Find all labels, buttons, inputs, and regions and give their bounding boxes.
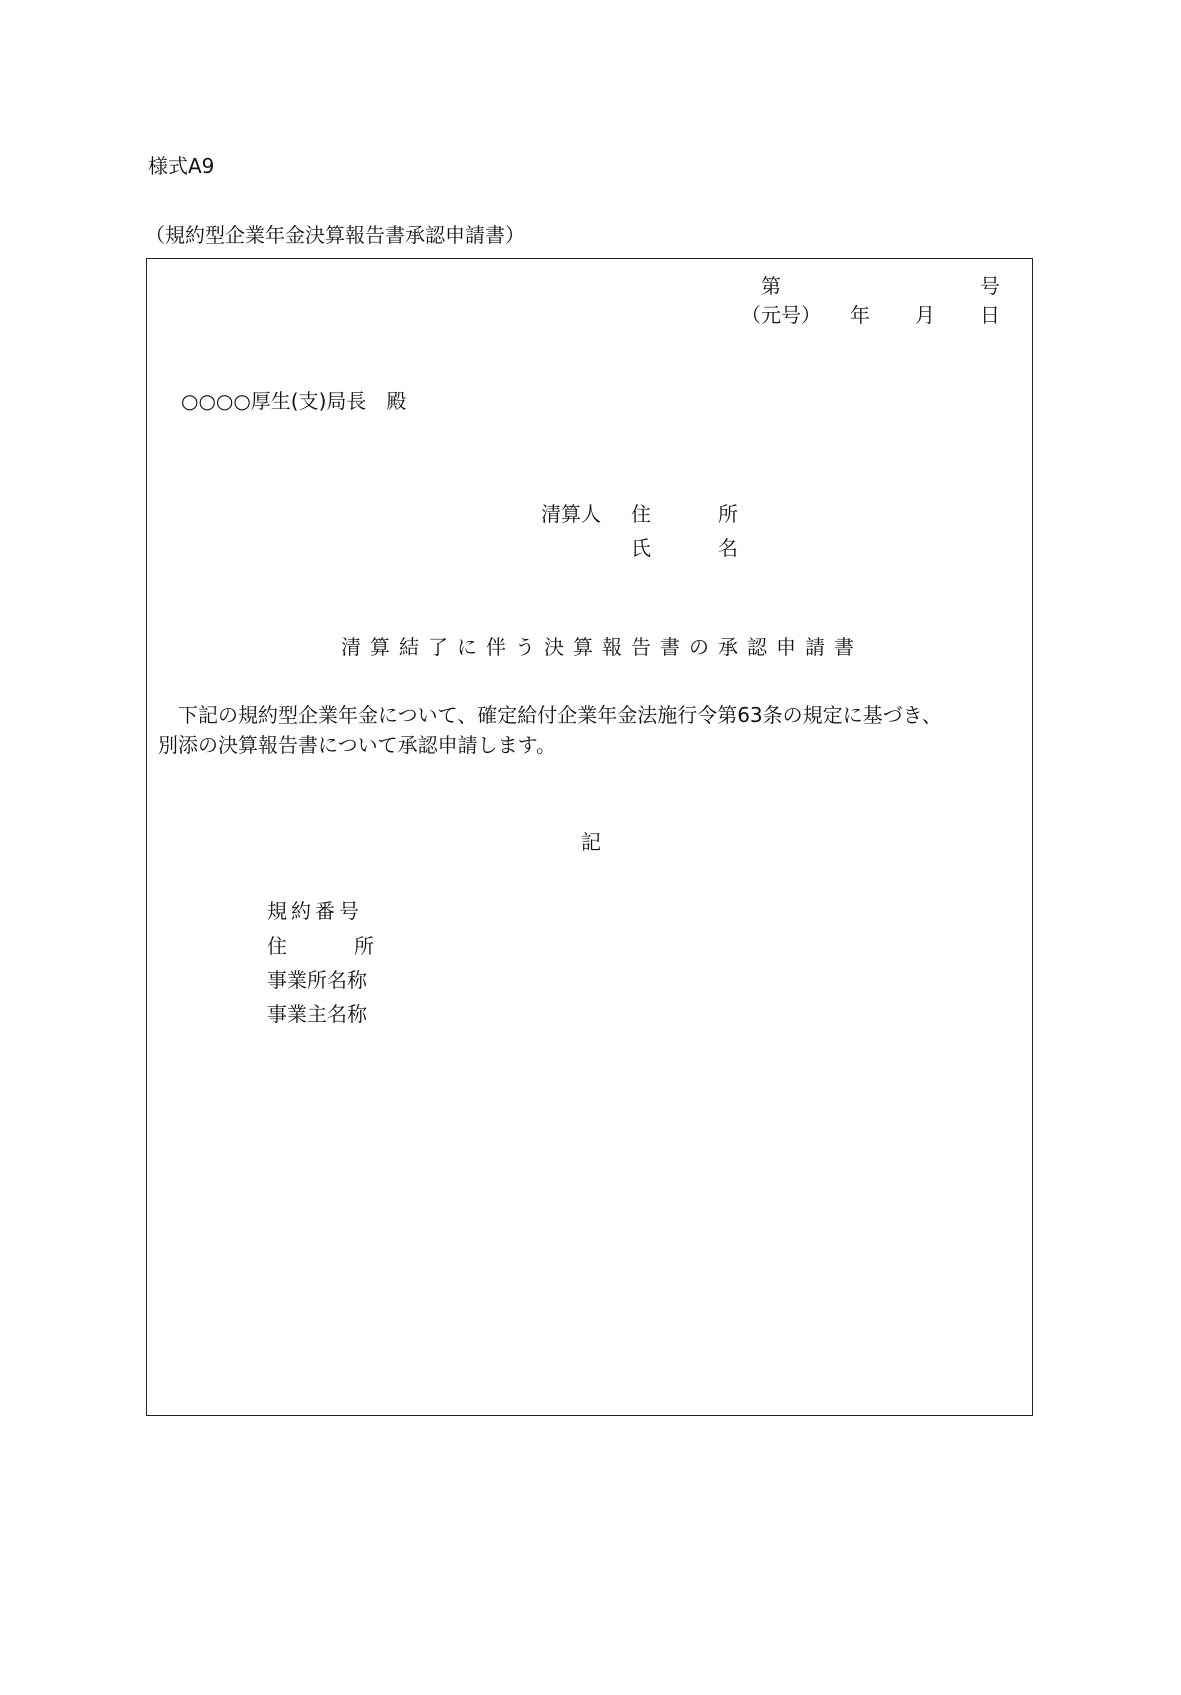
year-label: 年 bbox=[850, 303, 870, 327]
body-line-1: 下記の規約型企業年金について、確定給付企業年金法施行令第63条の規定に基づき、 bbox=[158, 703, 942, 727]
item-address-label-1: 住 bbox=[267, 934, 287, 958]
form-id: 様式A9 bbox=[148, 154, 215, 178]
document-title: 清算結了に伴う決算報告書の承認申請書 bbox=[341, 635, 863, 659]
form-subtitle: （規約型企業年金決算報告書承認申請書） bbox=[145, 223, 525, 247]
item-employer-name: 事業主名称 bbox=[267, 1002, 367, 1026]
applicant-name-label-2: 名 bbox=[718, 536, 738, 560]
addressee: ○○○○厚生(支)局長 殿 bbox=[181, 389, 407, 413]
body-line-2: 別添の決算報告書について承認申請します。 bbox=[158, 733, 556, 757]
notes-heading: 記 bbox=[581, 830, 601, 854]
applicant-role: 清算人 bbox=[541, 502, 601, 526]
applicant-name-label-1: 氏 bbox=[631, 536, 651, 560]
item-office-name: 事業所名称 bbox=[267, 968, 367, 992]
item-address-label-2: 所 bbox=[354, 934, 374, 958]
item-plan-number: 規約番号 bbox=[267, 899, 363, 923]
number-suffix: 号 bbox=[980, 274, 1000, 298]
number-prefix: 第 bbox=[761, 274, 781, 298]
era-label: （元号） bbox=[741, 303, 821, 327]
day-label: 日 bbox=[980, 303, 1000, 327]
applicant-address-label-2: 所 bbox=[718, 502, 738, 526]
month-label: 月 bbox=[915, 303, 935, 327]
applicant-address-label-1: 住 bbox=[631, 502, 651, 526]
